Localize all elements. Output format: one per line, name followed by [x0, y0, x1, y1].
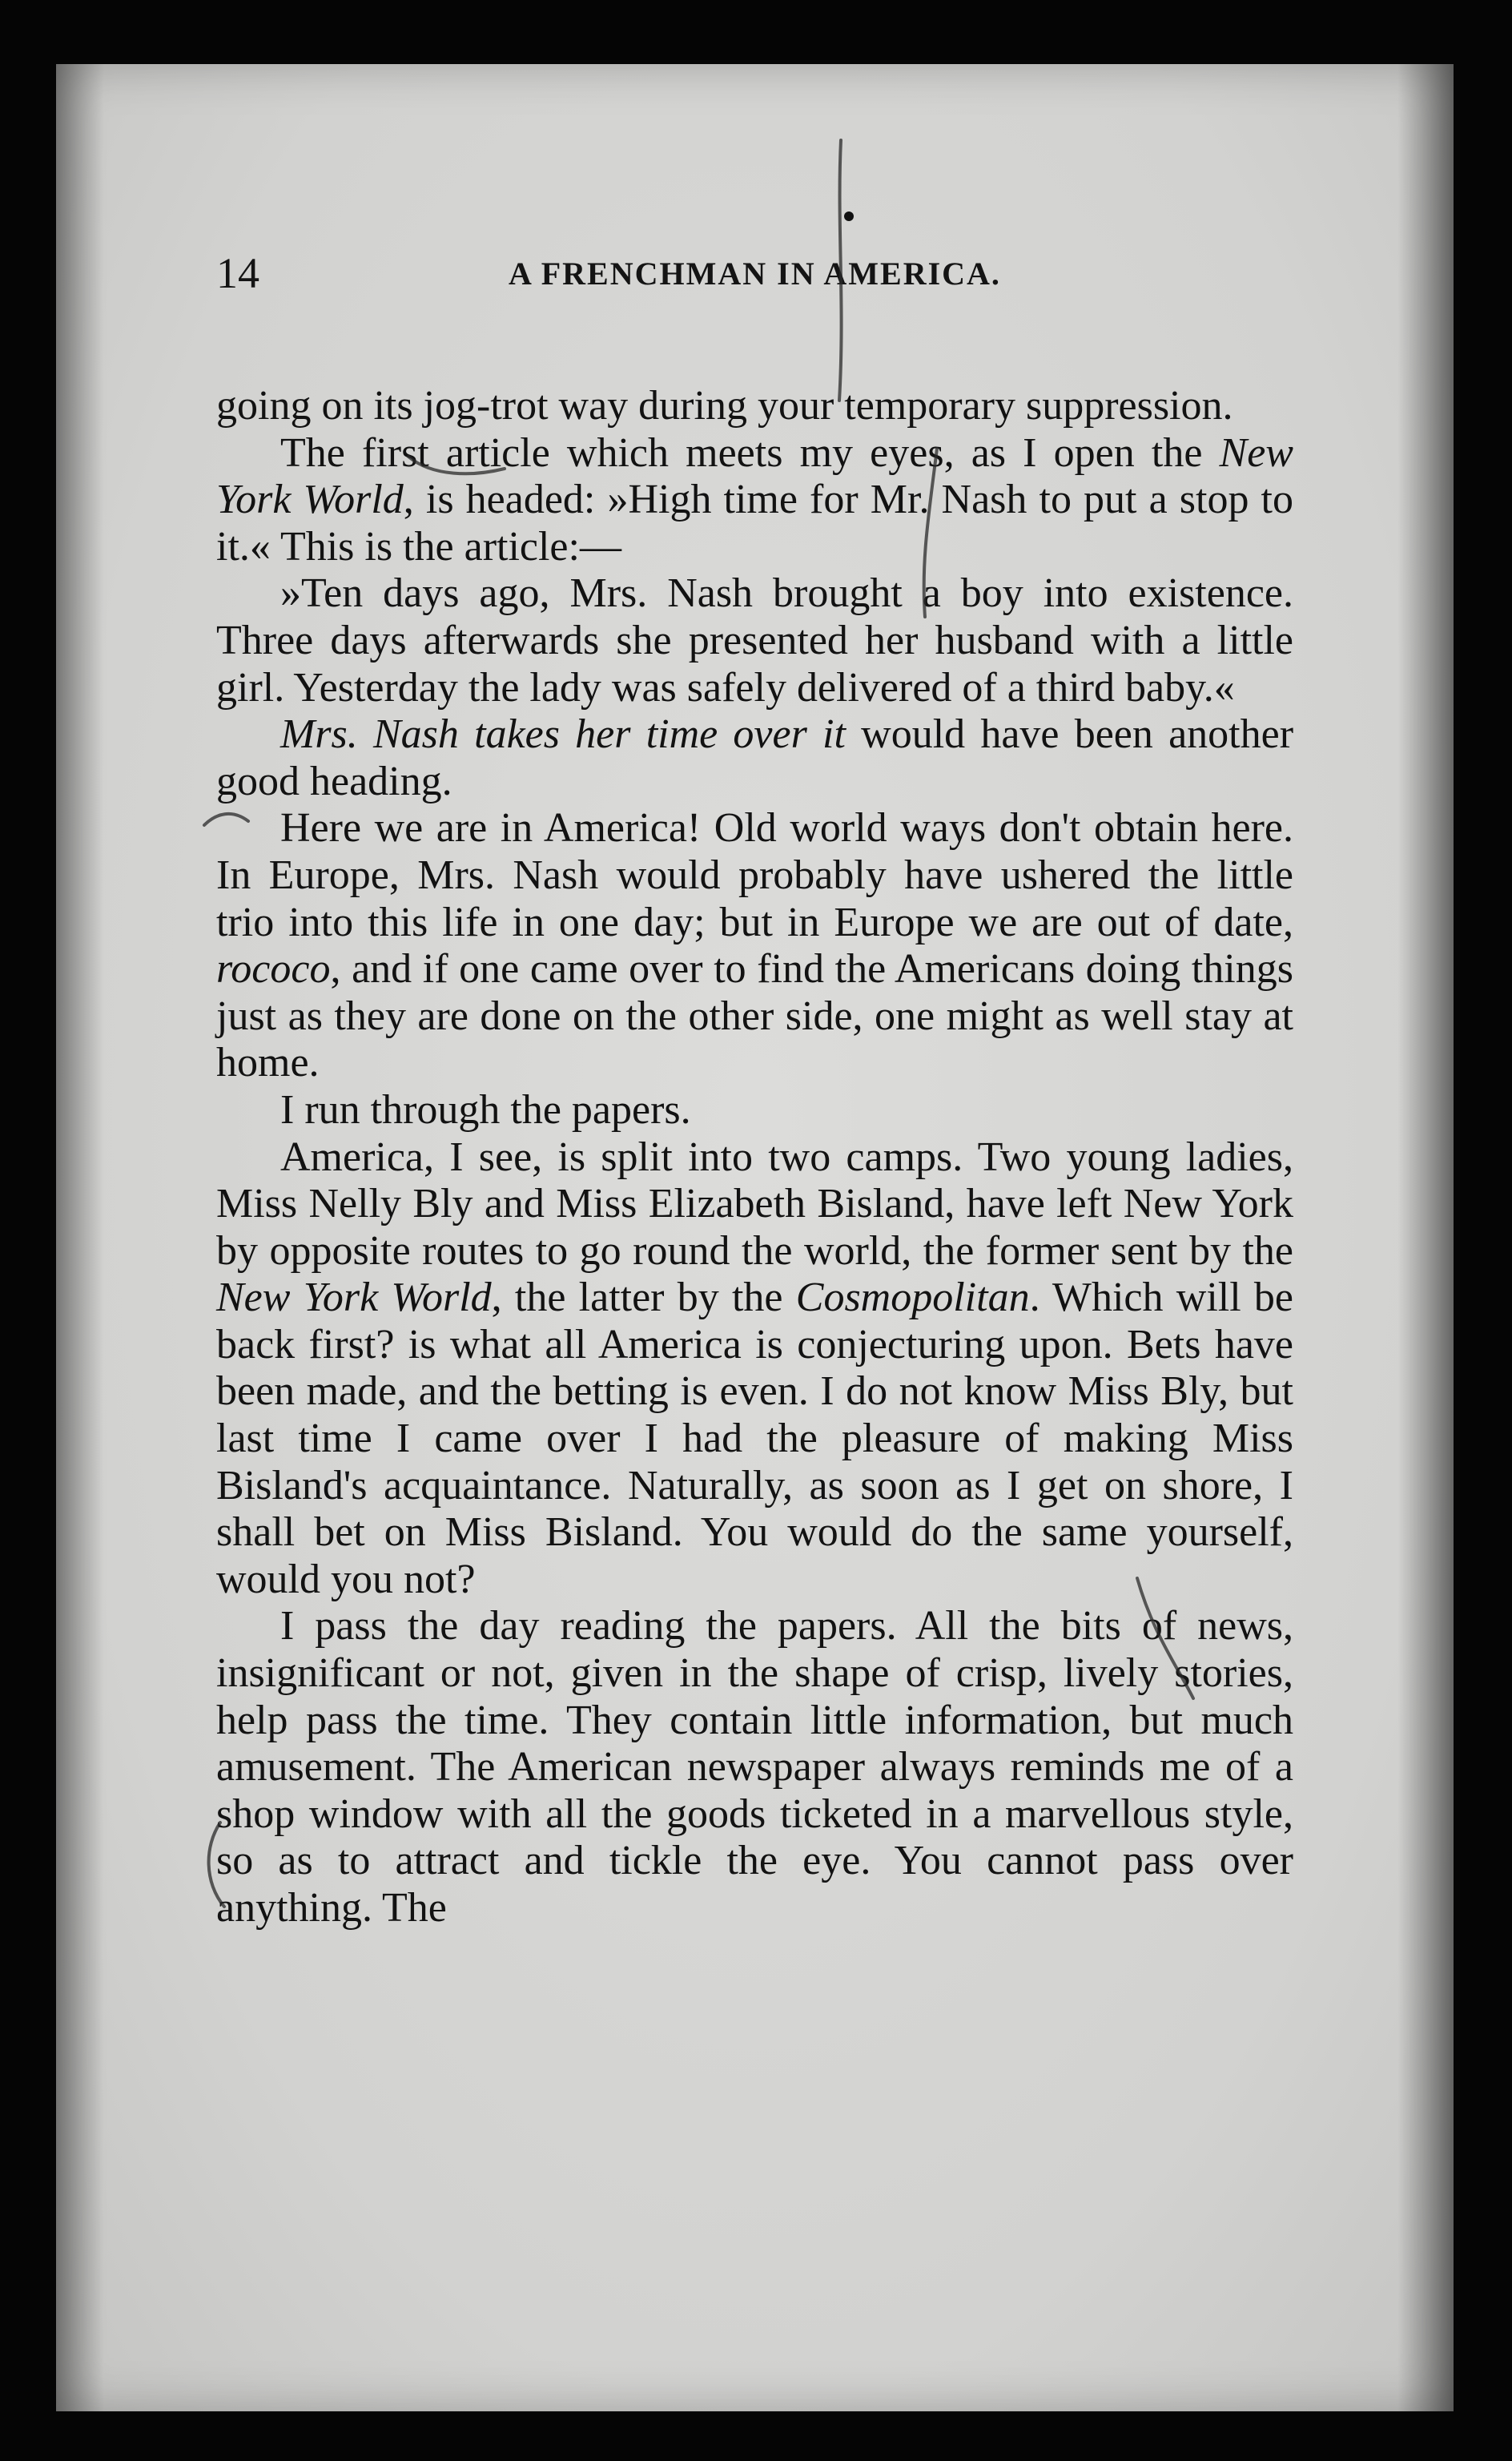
- running-title: A FRENCHMAN IN AMERICA.: [509, 256, 1001, 292]
- body-text: [216, 383, 1293, 1932]
- page-number: 14: [216, 249, 259, 297]
- paragraph: [216, 570, 1293, 711]
- paragraph: [216, 430, 1293, 571]
- paragraph: [216, 1603, 1293, 1931]
- text-run: , the latter by the: [491, 1275, 796, 1321]
- italic-text: Cosmopolitan: [795, 1275, 1030, 1321]
- text-run: , is headed: »High time for Mr. Nash to put a stop to it.« This is the article:—: [216, 477, 1293, 570]
- running-head: [216, 248, 1293, 312]
- text-run: , and if one came over to find the Americans doing things just as they are done on the other side, one might as well stay at home.: [216, 946, 1293, 1086]
- text-run: I pass the day reading the papers. All the bits of news, insignificant or not, given in the shape of crisp, lively stories, help pass the time. They contain little information, but much amusement. The American newspaper always reminds me of a shop window with all the goods ticketed in a marvellous style, so as to attract and tickle the eye. You cannot pass over anything. The: [216, 1603, 1293, 1931]
- paragraph: [216, 1134, 1293, 1604]
- italic-text: New York World: [216, 429, 1293, 523]
- italic-text: Mrs. Nash takes her time over it: [280, 711, 846, 758]
- text-run: Here we are in America! Old world ways don't obtain here. In Europe, Mrs. Nash would probably have ushered the little trio into this life in one day; but in Europe we are out of date,: [216, 805, 1293, 945]
- paragraph: [216, 383, 1293, 430]
- paragraph: [216, 711, 1293, 805]
- paragraph: [216, 805, 1293, 1087]
- italic-text: New York World: [216, 1275, 492, 1321]
- text-run: »Ten days ago, Mrs. Nash brought a boy into existence. Three days afterwards she presented her husband with a little girl. Yesterday the lady was safely delivered of a third baby.«: [216, 570, 1293, 711]
- text-run: going on its jog-trot way during your temporary suppression.: [216, 383, 1233, 429]
- right-page-shadow: [1397, 64, 1454, 2411]
- text-run: I run through the papers.: [280, 1086, 691, 1133]
- text-run: . Which will be back first? is what all America is conjecturing upon. Bets have been made, and the betting is even. I do not know Miss Bly, but last time I came over I had the pleasure of making Miss Bisland's acquaintance. Naturally, as soon as I get on shore, I shall bet on Miss Bisland. You would do the same yourself, would you not?: [216, 1275, 1293, 1602]
- italic-text: rococo: [216, 946, 331, 993]
- left-page-shadow: [56, 64, 104, 2411]
- text-run: would have been another good heading.: [216, 711, 1294, 804]
- text-run: The first article which meets my eyes, as I open the: [280, 429, 1220, 476]
- text-run: America, I see, is split into two camps. Two young ladies, Miss Nelly Bly and Miss Elizabeth Bisland, have left New York by opposite routes to go round the world, the former sent by the: [216, 1134, 1293, 1274]
- paragraph: [216, 1087, 1293, 1134]
- scanned-book-page: [56, 64, 1454, 2411]
- ink-dot: [844, 211, 854, 221]
